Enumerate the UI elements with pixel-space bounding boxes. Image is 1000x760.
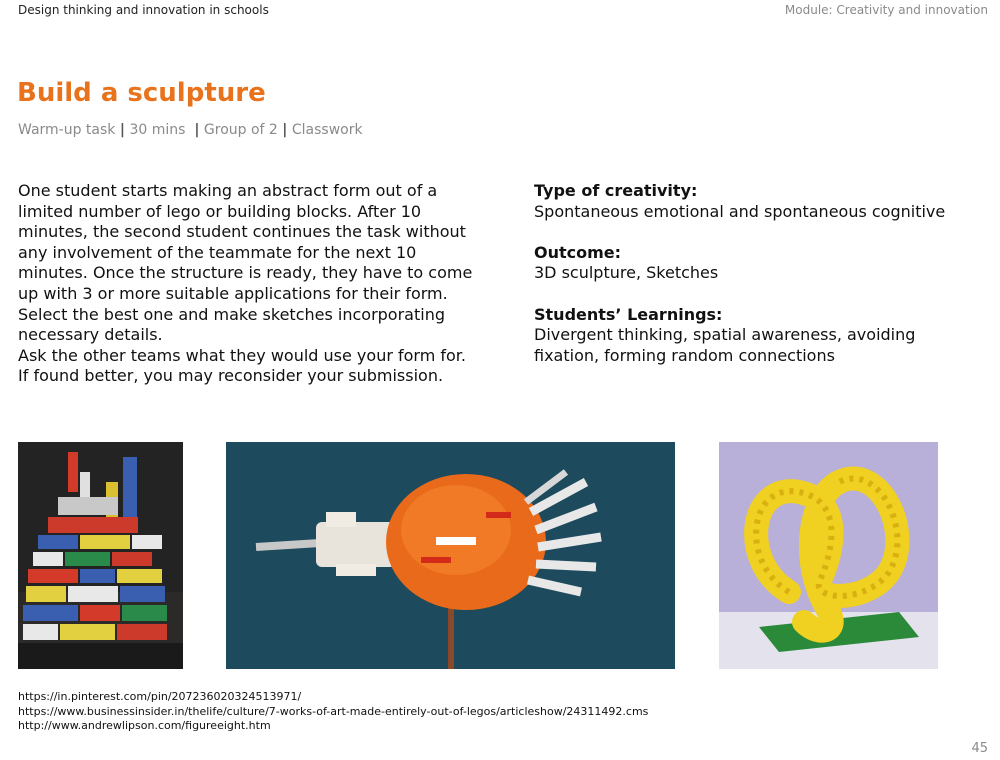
module-title: Module: Creativity and innovation: [784, 3, 988, 17]
page-title: Build a sculpture: [17, 78, 266, 108]
meta-separator: |: [194, 122, 200, 138]
learnings-block: [534, 305, 984, 367]
source-link[interactable]: http://www.andrewlipson.com/figureeight.htm: [18, 719, 271, 732]
task-group: Group of 2: [203, 122, 278, 138]
lego-figure-eight-photo: [719, 442, 938, 669]
page-number: 45: [971, 741, 988, 756]
creativity-block: [534, 181, 984, 222]
course-title: Design thinking and innovation in schools: [18, 3, 269, 17]
outcome-block: [534, 243, 984, 284]
task-setting: Classwork: [291, 122, 363, 138]
task-details: [534, 181, 984, 387]
task-type: Warm-up task: [18, 122, 116, 138]
outcome-label: Outcome:: [534, 242, 622, 262]
lego-sphere-photo: [226, 442, 675, 669]
lego-tower-photo: [18, 442, 183, 669]
creativity-value: Spontaneous emotional and spontaneous cognitive: [534, 201, 946, 221]
task-description: [18, 181, 478, 387]
task-meta: [18, 122, 363, 138]
learnings-value: Divergent thinking, spatial awareness, avoiding fixation, forming random connections: [534, 325, 916, 365]
task-duration: 30 mins: [129, 122, 186, 138]
meta-separator: |: [119, 122, 125, 138]
meta-separator: |: [282, 122, 288, 138]
creativity-label: Type of creativity:: [534, 181, 698, 200]
outcome-value: 3D sculpture, Sketches: [534, 263, 719, 283]
description-paragraph: Ask the other teams what they would use your form for. If found better, you may reconsider your submission.: [18, 345, 466, 386]
learnings-label: Students’ Learnings:: [534, 304, 723, 324]
image-sources: [18, 690, 648, 734]
description-paragraph: One student starts making an abstract form out of a limited number of lego or building blocks. After 10 minutes, the second student continues the task without any involvement of the teammate for the next 10 minutes. Once the structure is ready, they have to come up with 3 or more suitable applications for their form. Select the best one and make sketches incorporating necessary details.: [18, 181, 473, 345]
source-link[interactable]: https://in.pinterest.com/pin/207236020324513971/: [18, 690, 302, 703]
source-link[interactable]: https://www.businessinsider.in/thelife/culture/7-works-of-art-made-entirely-out-of-legos/articleshow/24311492.cms: [18, 704, 649, 718]
